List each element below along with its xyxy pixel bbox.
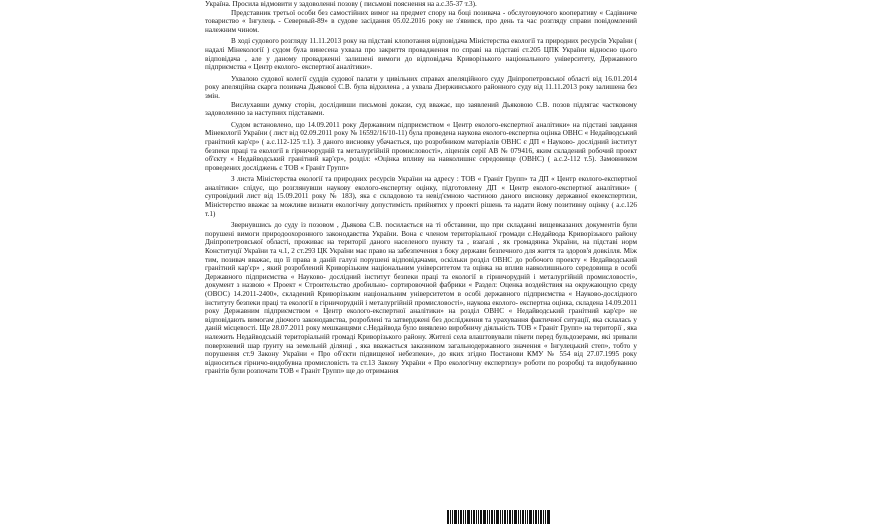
paragraph-1: Україна. Просила відмовити у задоволенні позову ( письмові пояснення на а.с.35-37 т.3). [205,0,477,8]
paragraph-4: Ухвалою судової колегії суддів судової палати у цивільних справах апеляційного суду Дніпропетровської області від 16.01.2014 року апеляційна скарга позивача Дьякової С.В. була відхилена , а ухвала Дзержинського районного суду від 11.11.2013 року залишена без змін. [205,74,637,100]
paragraph-3: В ході судового розгляду 11.11.2013 року на підставі клопотання відповідача Міністерства екології та природних ресурсів України ( надалі Мінекології ) судом була винесена ухвала про закриття провадження по справі на підставі ст.205 ЦПК України відносно цього відповідача , але у даному провадженні залишені вимоги до відповідача Криворізького національного університету, Державного підприємства « Центр еколого- експертної аналітики». [205,37,637,72]
document-text-column [205,0,637,376]
barcode [447,510,569,524]
paragraph-7: З листа Міністерства екології та природних ресурсів України на адресу : ТОВ « Граніт Групп» та ДП « Центр еколого-експертної аналітики» слідує, що розглянувши наукову еколого-експертну оцінку, підготовлену ДП « Центр еколого-експертної аналітики» ( супровідний лист від 15.09.2011 року № 183), яка є складовою та невід'ємною частиною даного висновку державної екоекспертизи, Міністерство вважає за можливе визнати екологічну допустимість прийнятих у проекті рішень та надати йому позитивну оцінку ( а.с.126 т.1) [205,175,637,218]
paragraph-8: Звернувшись до суду із позовом , Дьякова С.В. посилається на ті обставини, що при складанні вищевказаних документів були порушені вимоги природоохоронного законодавства України. Вона є членом територіальної громади с.Недайвода Криворізького району Дніпропетровської області, проживає на території даного населеного пункту та , взагалі , як громадянка України, на підставі норм Конституції України та ч.1, 2 ст.293 ЦК України має право на забезпечення з боку держави безпечного для життя та здоров'я довкілля. Між тим, позивач вважає, що її права в даній галузі порушені відповідачами, оскільки розділ ОВНС до робочого проекту « Недайводський гранітний кар'єр» , який розроблений Криворізьким національним університетом та оцінка на вплив навколишнього середовища в особі Державного підприємства « Науково- дослідний інститут безпеки праці та екології в гірничорудній і металургійній промисловості», документ з назвою « Проект « Строительство дробильно- сортировочной фабрики « Раздел: Оценка воздействия на окружающую среду (ОВОС) 14.2011-2400», складений Криворізьким національним університетом в особі державного підприємства « Науково-дослідного інституту безпеки праці та екології в гірничорудній і металургійній промисловості», наукова еколого- експертна оцінка, складена 14.09.2011 року Державним підприємством « Центр еколого-експертної аналітики» на розділ ОВНС « Недайводський гранітний кар'єр» не відповідають вимогам діючого законодавства, розроблені та затверджені без дослідження та урахування фактичної ситуації, яка склалась у даній місцевості. Ще 28.07.2011 року мешканцями с.Недайвода було виявлено виробничу діяльність ТОВ « Граніт Групп» на території , яка належить Недайводській територіальній громаді Криворізького району. Жителі села влаштовували пікети перед бульдозерами, які зривали поверхневий шар ґрунту на земельній ділянці , яка вважається заказником загальнодержавного значення « Інгулецький степ», тобто у порушення ст.9 Закону України « Про об'єкти підвищеної небезпеки», до яких згідно Постанови КМУ № 554 від 27.07.1995 року відноситься гірничо-видобувна промисловість та ст.13 Закону України « Про екологічну експертизу» роботи по розробці та видобуванню гранітів були розпочати ТОВ « Граніт Групп» ще до отримання [205,221,637,376]
paragraph-2: Представник третьої особи без самостійних вимог на предмет спору на боці позивача - обслуговуючого кооперативу « Садівниче товариство « Інгулець - Северный-89» в судове засідання 05.02.2016 року не з'явився, про день та час розгляду справи повідомлений належним чином. [205,8,637,34]
paragraph-6: Судом встановлено, що 14.09.2011 року Державним підприємством « Центр еколого-експертної аналітики» на підставі завдання Мінекології України ( лист від 02.09.2011 року № 16592/16/10-11) була проведена наукова еколого-експертна оцінка ОВНС « Недайводський гранітний кар'єр» ( а.с.112-125 т.1). З даного висновку убачається, що розробником матеріалів ОВНС є ДП « Науково- дослідний інститут безпеки праці та екології в гірничорудній та металургійній промисловості», ліцензія серії АВ № 079416, яким складений робочий проект об'єкту « Недайводський гранітний кар'єр», розділ: «Оцінка впливу на навколишнє середовище (ОВНС) ( а.с.2-112 т.5). Замовником проведених досліджень є ТОВ « Граніт Групп» [205,120,637,172]
paragraph-5: Вислухавши думку сторін, дослідивши письмові докази, суд вважає, що заявлений Дьяковою С.В. позов підлягає частковому задоволенню за наступних підставами. [205,100,637,118]
